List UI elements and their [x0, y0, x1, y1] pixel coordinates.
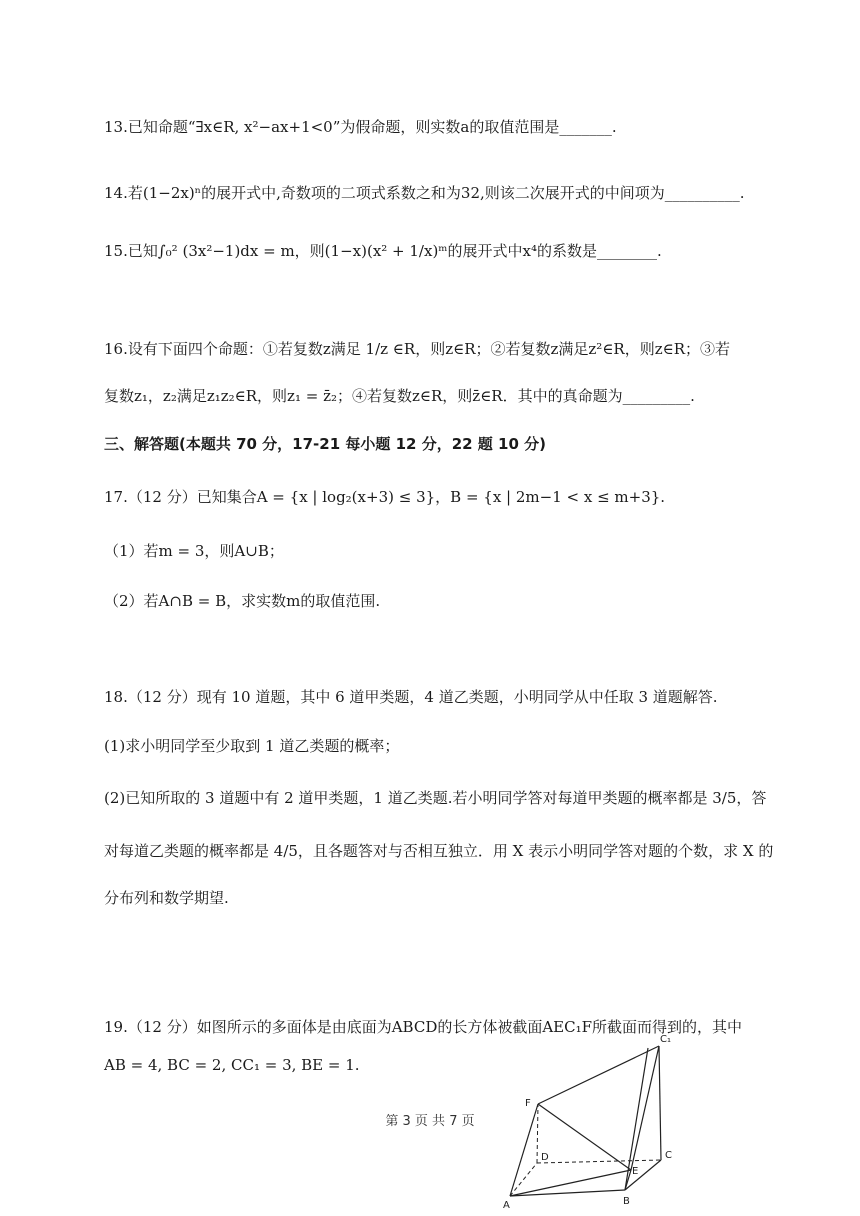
question-18-part-1: (1)求小明同学至少取到 1 道乙类题的概率； — [104, 737, 400, 755]
question-14: 14.若(1−2x)ⁿ的展开式中,奇数项的二项式系数之和为32,则该二次展开式的中间项为__________. — [104, 184, 745, 202]
question-15: 15.已知∫₀² (3x²−1)dx = m，则(1−x)(x² + 1/x)ᵐ的展开式中x⁴的系数是________. — [104, 242, 662, 260]
page-footer: 第 3 页 共 7 页 — [385, 1114, 475, 1129]
question-18-part-2-line-1: (2)已知所取的 3 道题中有 2 道甲类题，1 道乙类题.若小明同学答对每道甲类题的概率都是 3/5，答 — [104, 789, 767, 807]
question-18: 18.（12 分）现有 10 道题，其中 6 道甲类题，4 道乙类题，小明同学从中任取 3 道题解答. — [104, 688, 718, 706]
label-f: F — [525, 1098, 531, 1109]
edge-af — [510, 1104, 538, 1196]
question-18-part-2-line-3: 分布列和数学期望. — [104, 889, 229, 907]
edge-ab — [510, 1190, 625, 1196]
question-18-part-2-line-2: 对每道乙类题的概率都是 4/5，且各题答对与否相互独立．用 X 表示小明同学答对题的个数，求 X 的 — [104, 842, 774, 860]
label-d: D — [541, 1152, 549, 1163]
label-a: A — [503, 1200, 510, 1210]
section-heading: 三、解答题(本题共 70 分，17-21 每小题 12 分，22 题 10 分) — [104, 435, 546, 453]
question-16-line-1: 16.设有下面四个命题：①若复数z满足 1/z ∈R，则z∈R；②若复数z满足z²∈R，则z∈R；③若 — [104, 340, 731, 358]
edge-fe — [538, 1104, 631, 1170]
question-19-values: AB = 4, BC = 2, CC₁ = 3, BE = 1. — [104, 1056, 360, 1074]
edge-cc1 — [659, 1046, 661, 1160]
edge-bc — [625, 1160, 661, 1190]
question-19: 19.（12 分）如图所示的多面体是由底面为ABCD的长方体被截面AEC₁F所截面而得到的，其中 — [104, 1018, 743, 1036]
hidden-edge-df — [537, 1104, 538, 1163]
question-13: 13.已知命题“∃x∈R, x²−ax+1<0”为假命题，则实数a的取值范围是_______. — [104, 118, 617, 136]
label-e: E — [632, 1166, 639, 1177]
label-b: B — [623, 1196, 630, 1207]
question-16-line-2: 复数z₁，z₂满足z₁z₂∈R，则z₁ = z̄₂；④若复数z∈R，则z̄∈R．其中的真命题为_________. — [104, 387, 695, 405]
label-c: C — [665, 1150, 672, 1161]
question-17: 17.（12 分）已知集合A = {x | log₂(x+3) ≤ 3}，B = {x | 2m−1 < x ≤ m+3}. — [104, 488, 666, 506]
polyhedron-figure — [495, 1030, 695, 1210]
question-17-part-1: （1）若m = 3，则A∪B； — [104, 542, 284, 560]
hidden-edge-dc — [537, 1160, 661, 1163]
label-c1: C₁ — [660, 1034, 671, 1045]
question-17-part-2: （2）若A∩B = B，求实数m的取值范围. — [104, 592, 381, 610]
